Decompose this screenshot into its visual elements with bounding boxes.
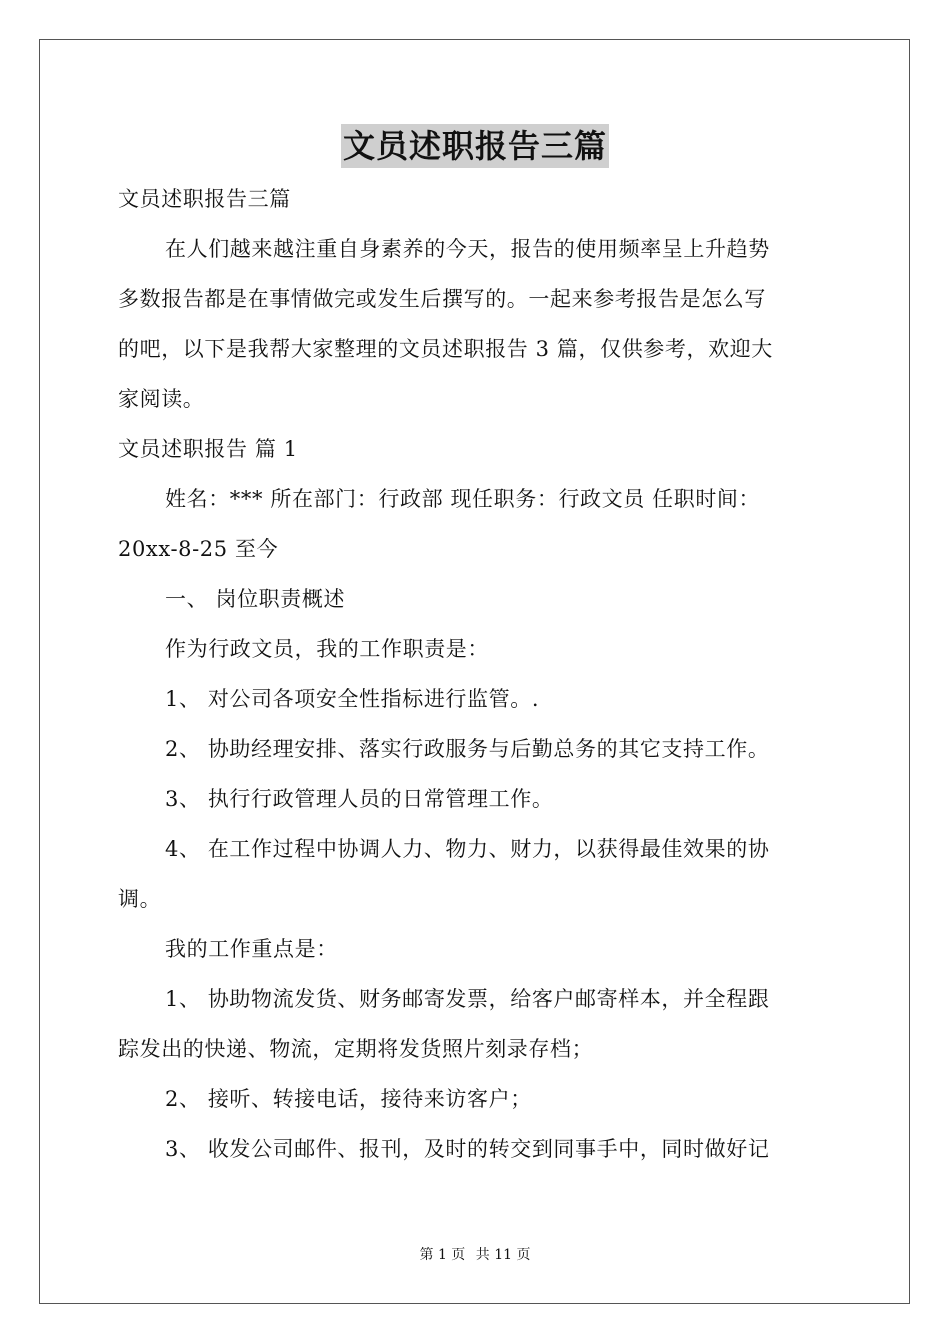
paragraph-line: 多数报告都是在事情做完或发生后撰写的。一起来参考报告是怎么写 (118, 287, 766, 311)
list-item: 2、 接听、转接电话，接待来访客户； (165, 1087, 532, 1111)
paragraph-line: 作为行政文员，我的工作职责是： (165, 637, 489, 661)
subsection-heading: 一、 岗位职责概述 (165, 587, 346, 611)
paragraph-line: 的吧，以下是我帮大家整理的文员述职报告 3 篇，仅供参考，欢迎大 (118, 337, 773, 361)
list-item: 3、 收发公司邮件、报刊，及时的转交到同事手中，同时做好记 (165, 1137, 770, 1161)
paragraph-line: 姓名：*** 所在部门：行政部 现任职务：行政文员 任职时间： (165, 487, 761, 511)
list-item: 4、 在工作过程中协调人力、物力、财力，以获得最佳效果的协 (165, 837, 770, 861)
title-container (0, 124, 950, 168)
paragraph-line: 我的工作重点是： (165, 937, 338, 961)
page-footer (0, 1246, 950, 1264)
list-item: 1、 对公司各项安全性指标进行监管。. (165, 687, 540, 711)
list-item: 3、 执行行政管理人员的日常管理工作。 (165, 787, 554, 811)
subtitle-line: 文员述职报告三篇 (118, 187, 291, 211)
page-border (39, 39, 910, 1304)
list-item-continuation: 调。 (118, 887, 162, 911)
section-heading: 文员述职报告 篇 1 (118, 437, 298, 461)
page-total: 共 11 页 (475, 1247, 531, 1263)
document-title: 文员述职报告三篇 (341, 124, 609, 168)
page-number: 第 1 页 (419, 1247, 466, 1263)
list-item-continuation: 踪发出的快递、物流，定期将发货照片刻录存档； (118, 1037, 594, 1061)
paragraph-line: 在人们越来越注重自身素养的今天，报告的使用频率呈上升趋势 (165, 237, 770, 261)
paragraph-line: 20xx-8-25 至今 (118, 537, 279, 561)
paragraph-line: 家阅读。 (118, 387, 205, 411)
list-item: 2、 协助经理安排、落实行政服务与后勤总务的其它支持工作。 (165, 737, 770, 761)
list-item: 1、 协助物流发货、财务邮寄发票，给客户邮寄样本，并全程跟 (165, 987, 770, 1011)
